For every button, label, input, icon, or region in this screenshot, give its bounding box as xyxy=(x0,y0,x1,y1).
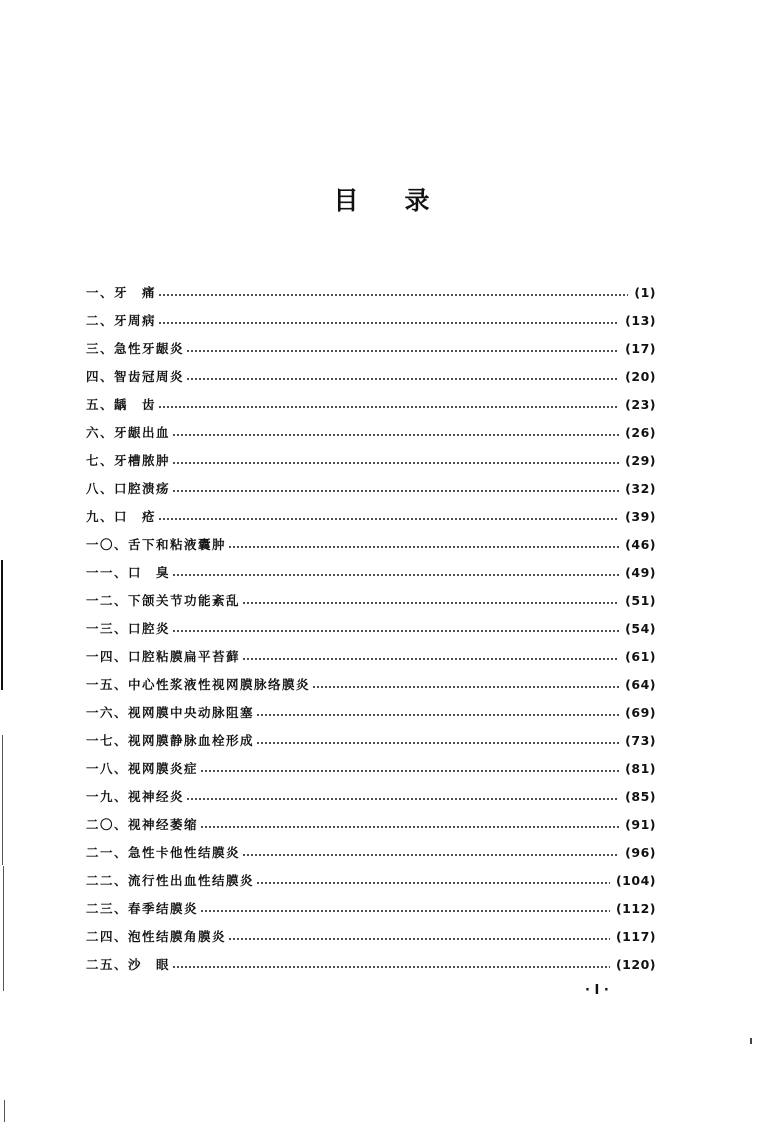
toc-entry[interactable] xyxy=(86,699,656,727)
toc-entry[interactable] xyxy=(86,279,656,307)
toc-entry-title: 一五、中心性浆液性视网膜脉络膜炎 xyxy=(86,677,311,692)
toc-entry-page: (117) xyxy=(615,929,656,944)
toc-entry-title: 六、牙龈出血 xyxy=(86,425,171,440)
toc-entry-title: 三、急性牙龈炎 xyxy=(86,341,185,356)
toc-entry[interactable] xyxy=(86,363,656,391)
toc-entry[interactable] xyxy=(86,559,656,587)
dot-leader xyxy=(200,895,610,923)
toc-entry[interactable] xyxy=(86,755,656,783)
toc-entry-page: (23) xyxy=(625,397,656,412)
toc-entry-title: 八、口腔溃疡 xyxy=(86,481,171,496)
dot-leader xyxy=(256,727,619,755)
toc-entry-title: 一八、视网膜炎症 xyxy=(86,761,199,776)
toc-entry[interactable] xyxy=(86,671,656,699)
toc-entry[interactable] xyxy=(86,727,656,755)
toc-entry[interactable] xyxy=(86,419,656,447)
scan-speck xyxy=(750,1038,752,1044)
toc-entry-title: 二〇、视神经萎缩 xyxy=(86,817,199,832)
toc-entry-title: 七、牙槽脓肿 xyxy=(86,453,171,468)
toc-entry-page: (17) xyxy=(625,341,656,356)
toc-entry-title: 一一、口 臭 xyxy=(86,565,171,580)
toc-entry-title: 一二、下颌关节功能紊乱 xyxy=(86,593,241,608)
toc-entry-page: (26) xyxy=(625,425,656,440)
page-number-folio: · I · xyxy=(585,983,609,998)
dot-leader xyxy=(228,923,610,951)
toc-entry-page: (69) xyxy=(625,705,656,720)
toc-entry-title: 四、智齿冠周炎 xyxy=(86,369,185,384)
toc-entry-title: 二一、急性卡他性结膜炎 xyxy=(86,845,241,860)
toc-entry[interactable] xyxy=(86,923,656,951)
toc-entry-page: (46) xyxy=(625,537,656,552)
dot-leader xyxy=(158,279,628,307)
toc-entry[interactable] xyxy=(86,503,656,531)
dot-leader xyxy=(256,867,610,895)
toc-entry-title: 二三、春季结膜炎 xyxy=(86,901,199,916)
toc-entry-page: (91) xyxy=(625,817,656,832)
toc-entry-page: (85) xyxy=(625,789,656,804)
toc-entry-page: (54) xyxy=(625,621,656,636)
toc-entry-page: (112) xyxy=(615,901,656,916)
toc-entry-page: (104) xyxy=(615,873,656,888)
toc-entry-page: (96) xyxy=(625,845,656,860)
toc-entry[interactable] xyxy=(86,839,656,867)
dot-leader xyxy=(200,755,619,783)
toc-entry[interactable] xyxy=(86,643,656,671)
dot-leader xyxy=(200,811,619,839)
toc-entry-page: (73) xyxy=(625,733,656,748)
toc-entry[interactable] xyxy=(86,895,656,923)
dot-leader xyxy=(242,643,619,671)
toc-entry-title: 一四、口腔粘膜扁平苔藓 xyxy=(86,649,241,664)
toc-entry[interactable] xyxy=(86,951,656,979)
dot-leader xyxy=(158,503,619,531)
title-char-1: 目 xyxy=(333,186,359,215)
toc-entry[interactable] xyxy=(86,391,656,419)
table-of-contents xyxy=(86,279,656,979)
dot-leader xyxy=(256,699,619,727)
dot-leader xyxy=(172,419,619,447)
toc-entry[interactable] xyxy=(86,783,656,811)
dot-leader xyxy=(242,839,619,867)
toc-entry-page: (61) xyxy=(625,649,656,664)
toc-entry-page: (29) xyxy=(625,453,656,468)
toc-entry[interactable] xyxy=(86,475,656,503)
toc-entry-page: (49) xyxy=(625,565,656,580)
dot-leader xyxy=(312,671,619,699)
scan-edge-line xyxy=(1,560,3,690)
toc-entry[interactable] xyxy=(86,615,656,643)
dot-leader xyxy=(172,559,619,587)
scan-edge-line xyxy=(2,735,3,865)
dot-leader xyxy=(228,531,619,559)
toc-entry-page: (39) xyxy=(625,509,656,524)
toc-entry-title: 一九、视神经炎 xyxy=(86,789,185,804)
toc-entry-title: 一三、口腔炎 xyxy=(86,621,171,636)
toc-entry-page: (20) xyxy=(625,369,656,384)
toc-entry[interactable] xyxy=(86,531,656,559)
toc-entry[interactable] xyxy=(86,335,656,363)
dot-leader xyxy=(172,615,619,643)
toc-entry-title: 一〇、舌下和粘液囊肿 xyxy=(86,537,227,552)
toc-entry-title: 二四、泡性结膜角膜炎 xyxy=(86,929,227,944)
toc-entry[interactable] xyxy=(86,587,656,615)
toc-entry-title: 九、口 疮 xyxy=(86,509,157,524)
toc-entry-page: (1) xyxy=(634,285,656,300)
page-title xyxy=(0,181,763,217)
toc-entry-title: 一、牙 痛 xyxy=(86,285,157,300)
toc-entry[interactable] xyxy=(86,811,656,839)
toc-entry[interactable] xyxy=(86,867,656,895)
toc-entry-title: 二二、流行性出血性结膜炎 xyxy=(86,873,255,888)
dot-leader xyxy=(172,447,619,475)
toc-entry-title: 五、龋 齿 xyxy=(86,397,157,412)
toc-entry-page: (13) xyxy=(625,313,656,328)
dot-leader xyxy=(242,587,619,615)
dot-leader xyxy=(186,363,619,391)
dot-leader xyxy=(172,951,610,979)
toc-entry[interactable] xyxy=(86,307,656,335)
dot-leader xyxy=(158,391,619,419)
scan-edge-line xyxy=(3,866,4,991)
toc-entry-page: (64) xyxy=(625,677,656,692)
toc-entry-page: (81) xyxy=(625,761,656,776)
dot-leader xyxy=(186,335,619,363)
dot-leader xyxy=(186,783,619,811)
toc-entry-page: (32) xyxy=(625,481,656,496)
dot-leader xyxy=(172,475,619,503)
title-char-2: 录 xyxy=(404,186,430,215)
toc-entry-title: 二五、沙 眼 xyxy=(86,957,171,972)
toc-entry-page: (51) xyxy=(625,593,656,608)
dot-leader xyxy=(158,307,619,335)
scan-edge-line xyxy=(4,1100,5,1122)
toc-entry[interactable] xyxy=(86,447,656,475)
toc-entry-title: 一七、视网膜静脉血栓形成 xyxy=(86,733,255,748)
toc-entry-title: 一六、视网膜中央动脉阻塞 xyxy=(86,705,255,720)
toc-entry-page: (120) xyxy=(615,957,656,972)
toc-entry-title: 二、牙周病 xyxy=(86,313,157,328)
